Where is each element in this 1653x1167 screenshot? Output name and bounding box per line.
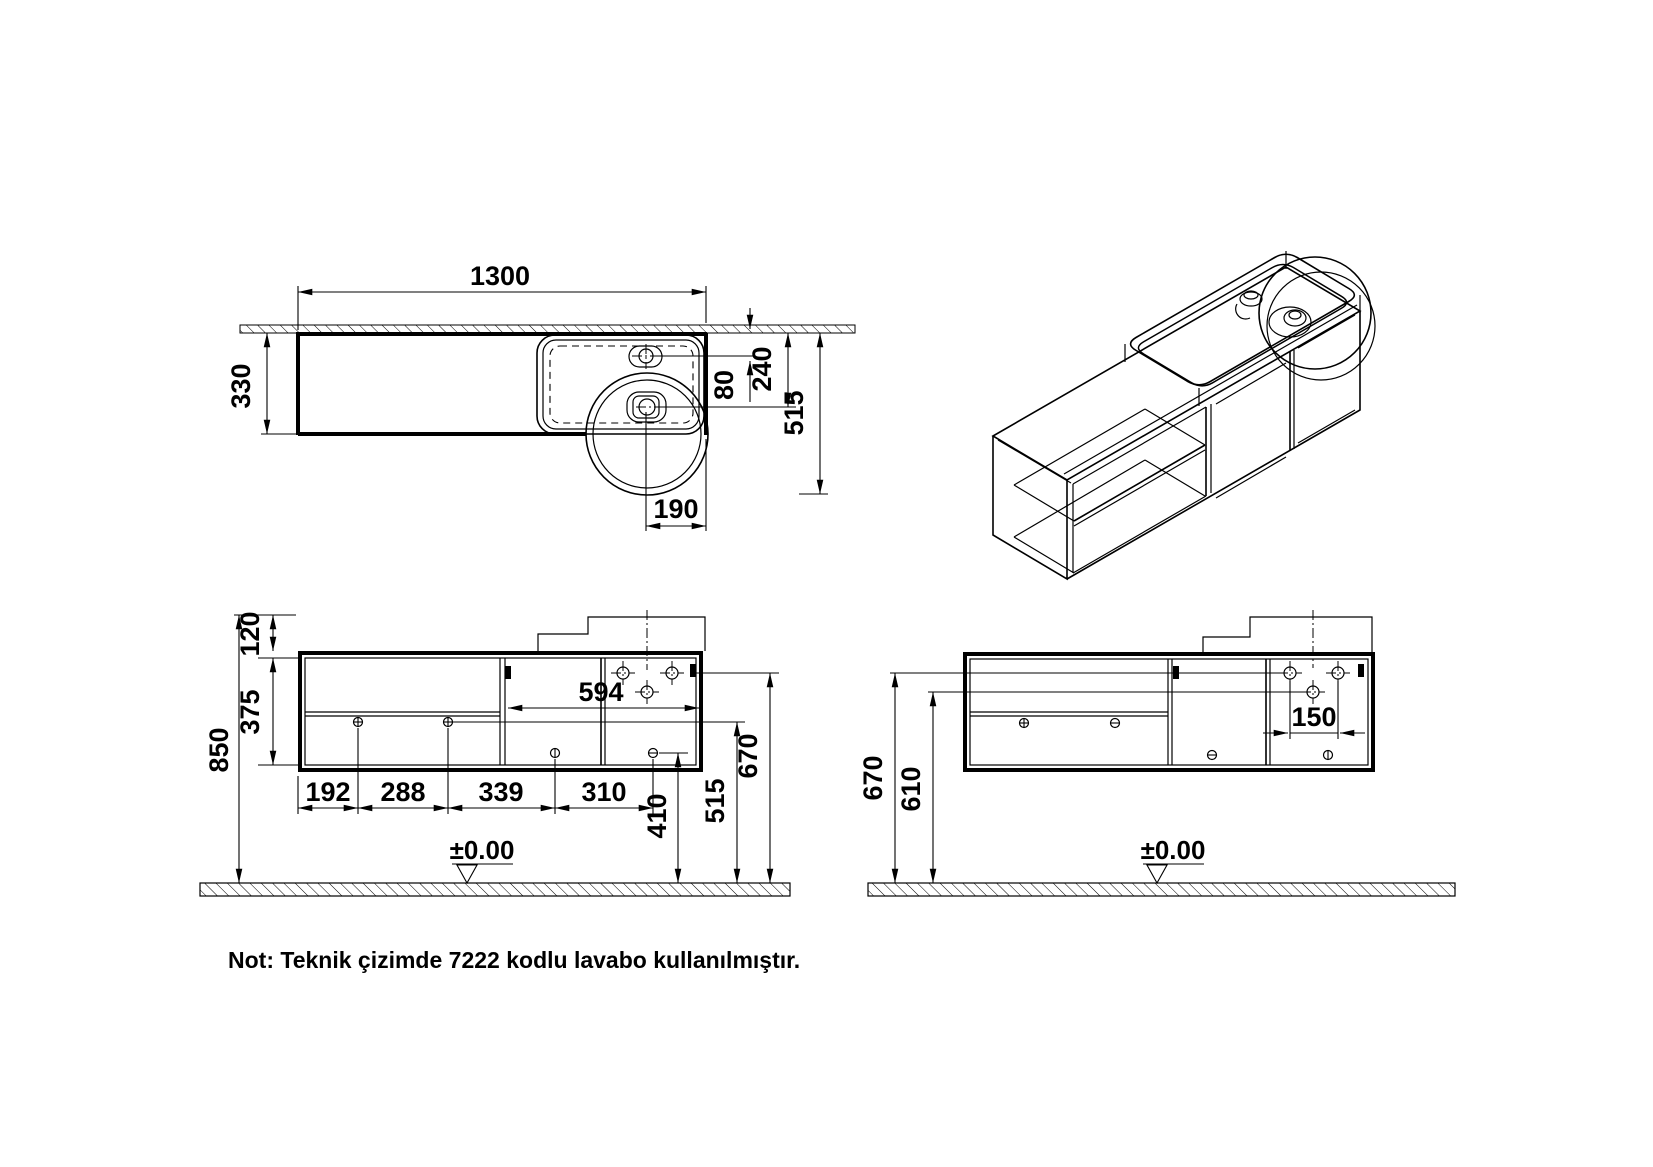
rear-datum-label: ±0.00 xyxy=(1140,835,1206,865)
rear-datum xyxy=(1141,835,1206,883)
dim-670-rear: 670 xyxy=(858,755,888,801)
front-datum-label: ±0.00 xyxy=(449,835,515,865)
dim-310: 310 xyxy=(581,777,627,807)
front-datum xyxy=(450,835,515,883)
plan-view xyxy=(226,261,855,531)
hinge-left xyxy=(505,666,511,679)
plan-dimensions xyxy=(226,261,828,531)
dim-192: 192 xyxy=(305,777,351,807)
basin-hidden-edge xyxy=(550,346,693,423)
rear-dimensions xyxy=(858,673,1365,883)
dim-190: 190 xyxy=(653,494,699,524)
dim-120: 120 xyxy=(235,611,265,657)
dim-240: 240 xyxy=(747,346,777,392)
iso-open-shelf-section xyxy=(1014,407,1206,573)
iso-basin xyxy=(1125,251,1375,406)
dim-375: 375 xyxy=(235,689,265,735)
iso-front-bottom-right xyxy=(1067,311,1360,579)
dim-515-plan: 515 xyxy=(779,390,809,436)
front-elevation xyxy=(200,610,790,896)
rear-floor xyxy=(868,883,1455,896)
dim-339: 339 xyxy=(478,777,524,807)
dim-670-front: 670 xyxy=(733,733,763,779)
dim-288: 288 xyxy=(380,777,426,807)
dim-80: 80 xyxy=(709,369,739,401)
wall-hatch-band xyxy=(240,325,855,333)
dim-150: 150 xyxy=(1291,702,1337,732)
isometric-view xyxy=(993,251,1375,579)
basin-outline xyxy=(537,335,704,434)
front-screws-and-holes xyxy=(354,661,685,758)
front-floor xyxy=(200,883,790,896)
dim-330: 330 xyxy=(226,363,256,409)
rear-elevation xyxy=(858,610,1455,896)
rear-basin-profile xyxy=(1203,617,1372,652)
hinge-right xyxy=(690,664,696,677)
dim-515-front: 515 xyxy=(700,778,730,824)
basin-rim-inner xyxy=(543,340,699,429)
drawing-note: Not: Teknik çizimde 7222 kodlu lavabo kullanılmıştır. xyxy=(228,947,801,973)
dim-594: 594 xyxy=(578,677,624,707)
dim-610: 610 xyxy=(896,766,926,812)
dim-1300: 1300 xyxy=(469,261,531,291)
front-basin-profile xyxy=(538,617,705,651)
dim-850: 850 xyxy=(204,727,234,773)
rear-hinge-right xyxy=(1358,664,1364,677)
iso-bowl-rim xyxy=(1259,257,1371,369)
dim-410: 410 xyxy=(642,793,672,839)
